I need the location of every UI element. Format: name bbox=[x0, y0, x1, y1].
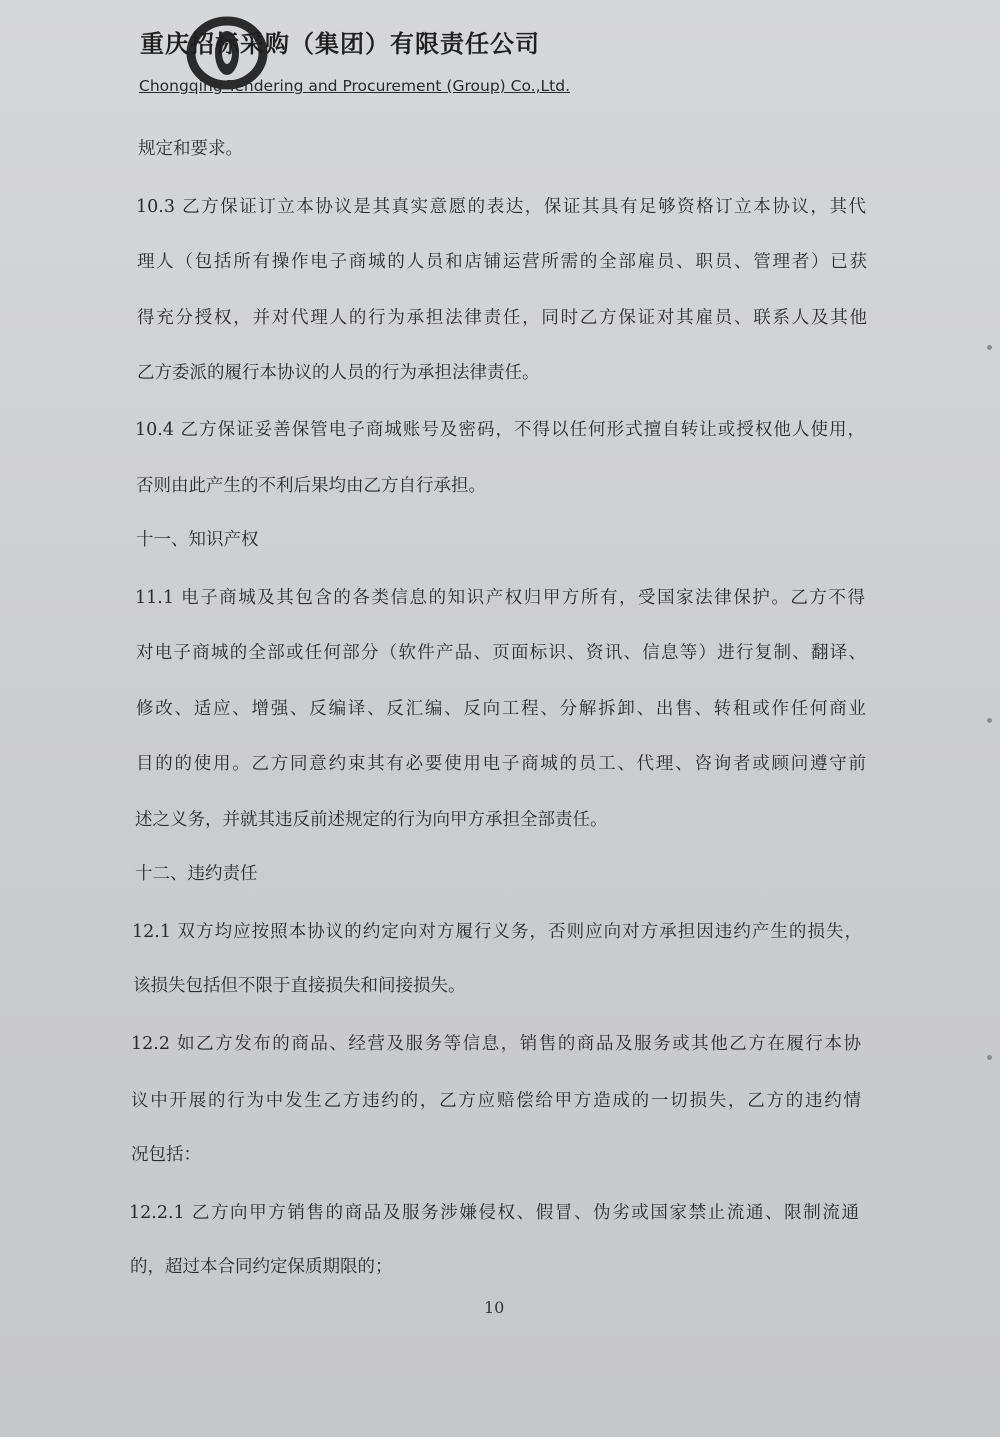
text-line: 对电子商城的全部或任何部分（软件产品、页面标识、资讯、信息等）进行复制、翻译、 bbox=[136, 643, 866, 663]
text-line: 修改、适应、增强、反编译、反汇编、反向工程、分解拆卸、出售、转租或作任何商业 bbox=[136, 699, 866, 719]
text-line: 否则由此产生的不利后果均由乙方自行承担。 bbox=[136, 476, 486, 496]
page-number: 10 bbox=[484, 1298, 505, 1317]
text-line: 12.2.1 乙方向甲方销售的商品及服务涉嫌侵权、假冒、伪劣或国家禁止流通、限制流通 bbox=[129, 1203, 859, 1223]
text-line: 理人（包括所有操作电子商城的人员和店铺运营所需的全部雇员、职员、管理者）已获 bbox=[137, 252, 867, 272]
section-heading: 十一、知识产权 bbox=[136, 530, 259, 550]
section-heading: 十二、违约责任 bbox=[135, 864, 258, 884]
text-line: 12.1 双方均应按照本协议的约定向对方履行义务，否则应向对方承担因违约产生的损失， bbox=[132, 922, 862, 942]
company-name-chinese: 重庆招标采购（集团）有限责任公司 bbox=[140, 30, 540, 58]
text-line: 10.3 乙方保证订立本协议是其真实意愿的表达，保证其具有足够资格订立本协议，其代 bbox=[136, 197, 866, 217]
company-name-english: Chongqing Tendering and Procurement (Group) Co.,Ltd. bbox=[139, 77, 570, 95]
text-line: 乙方委派的履行本协议的人员的行为承担法律责任。 bbox=[137, 363, 540, 383]
text-line: 12.2 如乙方发布的商品、经营及服务等信息，销售的商品及服务或其他乙方在履行本协 bbox=[131, 1034, 861, 1054]
text-line: 11.1 电子商城及其包含的各类信息的知识产权归甲方所有，受国家法律保护。乙方不得 bbox=[135, 588, 865, 608]
text-line: 该损失包括但不限于直接损失和间接损失。 bbox=[133, 976, 466, 996]
text-line: 规定和要求。 bbox=[138, 139, 243, 159]
text-line: 目的的使用。乙方同意约束其有必要使用电子商城的员工、代理、咨询者或顾问遵守前 bbox=[136, 754, 866, 774]
text-line: 10.4 乙方保证妥善保管电子商城账号及密码，不得以任何形式擅自转让或授权他人使用， bbox=[135, 420, 865, 440]
binding-hole bbox=[987, 345, 992, 350]
text-line: 况包括： bbox=[131, 1145, 201, 1165]
binding-hole bbox=[987, 718, 992, 723]
text-line: 述之义务，并就其违反前述规定的行为向甲方承担全部责任。 bbox=[135, 810, 608, 830]
binding-hole bbox=[987, 1055, 992, 1060]
text-line: 得充分授权，并对代理人的行为承担法律责任，同时乙方保证对其雇员、联系人及其他 bbox=[137, 308, 867, 328]
text-line: 议中开展的行为中发生乙方违约的，乙方应赔偿给甲方造成的一切损失，乙方的违约情 bbox=[131, 1091, 861, 1111]
text-line: 的，超过本合同约定保质期限的； bbox=[130, 1257, 393, 1277]
